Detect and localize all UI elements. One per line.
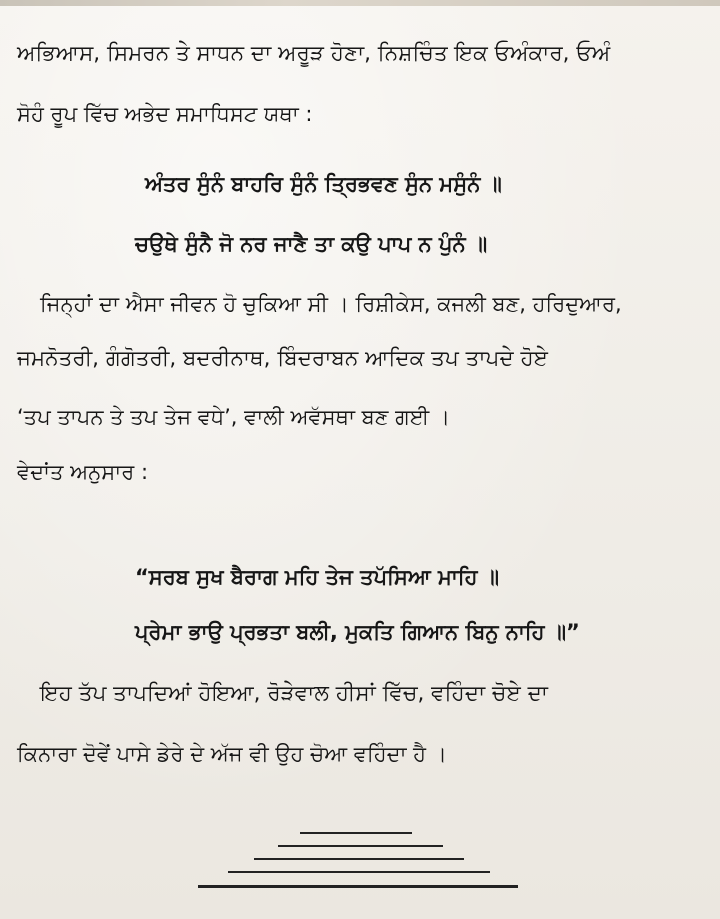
paragraph-2-line-2: ਜਮਨੋਤਰੀ, ਗੰਗੋਤਰੀ, ਬਦਰੀਨਾਥ, ਬਿੰਦਰਾਬਨ ਆਦਿਕ ਤਪ ਤਾਪਦੇ ਹੋਏ [17, 346, 548, 371]
separator-line-4 [228, 871, 490, 873]
paragraph-3-line-2: ਕਿਨਾਰਾ ਦੋਵੇਂ ਪਾਸੇ ਡੇਰੇ ਦੇ ਅੱਜ ਵੀ ਉਹ ਚੋਆ ਵਹਿੰਦਾ ਹੈ । [17, 742, 447, 766]
verse-2-line-2: ਪ੍ਰੇਮਾ ਭਾਉ ਪ੍ਰਭਤਾ ਬਲੀ, ਮੁਕਤਿ ਗਿਆਨ ਬਿਨੁ ਨਾਹਿ ॥” [135, 620, 580, 644]
paragraph-2-line-1: ਜਿਨ੍ਹਾਂ ਦਾ ਐਸਾ ਜੀਵਨ ਹੋ ਚੁਕਿਆ ਸੀ । ਰਿਸ਼ੀਕੇਸ, ਕਜਲੀ ਬਣ, ਹਰਿਦੁਆਰ, [40, 292, 622, 316]
separator-line-5 [198, 885, 518, 888]
separator-line-1 [300, 832, 412, 834]
paragraph-2-line-3: ‘ਤਪ ਤਾਪਨ ਤੇ ਤਪ ਤੇਜ ਵਧੇ’, ਵਾਲੀ ਅਵੱਸਥਾ ਬਣ ਗਈ । [17, 405, 451, 429]
verse-2-line-1: “ਸਰਬ ਸੁਖ ਬੈਰਾਗ ਮਹਿ ਤੇਜ ਤਪੱਸਿਆ ਮਾਹਿ ॥ [135, 565, 499, 589]
vedant-intro: ਵੇਦਾਂਤ ਅਨੁਸਾਰ : [17, 460, 149, 484]
body-line-1: ਅਭਿਆਸ, ਸਿਮਰਨ ਤੇ ਸਾਧਨ ਦਾ ਅਰੂੜ ਹੋਣਾ, ਨਿਸ਼ਚਿੰਤ ਇਕ ਓਅੰਕਾਰ, ਓਅੰ [17, 41, 611, 66]
paragraph-3-line-1: ਇਹ ਤੱਪ ਤਾਪਦਿਆਂ ਹੋਇਆ, ਰੋੜੇਵਾਲ ਹੀਸਾਂ ਵਿੱਚ, ਵਹਿੰਦਾ ਚੋਏ ਦਾ [40, 681, 548, 706]
verse-1-line-1: ਅੰਤਰ ਸੁੰਨੰ ਬਾਹਰਿ ਸੁੰਨੰ ਤ੍ਰਿਭਵਣ ਸੁੰਨ ਮਸੁੰਨੰ ॥ [145, 172, 502, 196]
page-top-edge [0, 0, 720, 6]
verse-1-line-2: ਚਉਥੇ ਸੁੰਨੈ ਜੋ ਨਰ ਜਾਣੈ ਤਾ ਕਉ ਪਾਪ ਨ ਪੁੰਨੰ ॥ [135, 232, 488, 256]
separator-line-2 [278, 845, 443, 847]
body-line-2: ਸੋਹੰ ਰੂਪ ਵਿੱਚ ਅਭੇਦ ਸਮਾਧਿਸਟ ਯਥਾ : [17, 102, 313, 126]
separator-line-3 [254, 858, 464, 860]
